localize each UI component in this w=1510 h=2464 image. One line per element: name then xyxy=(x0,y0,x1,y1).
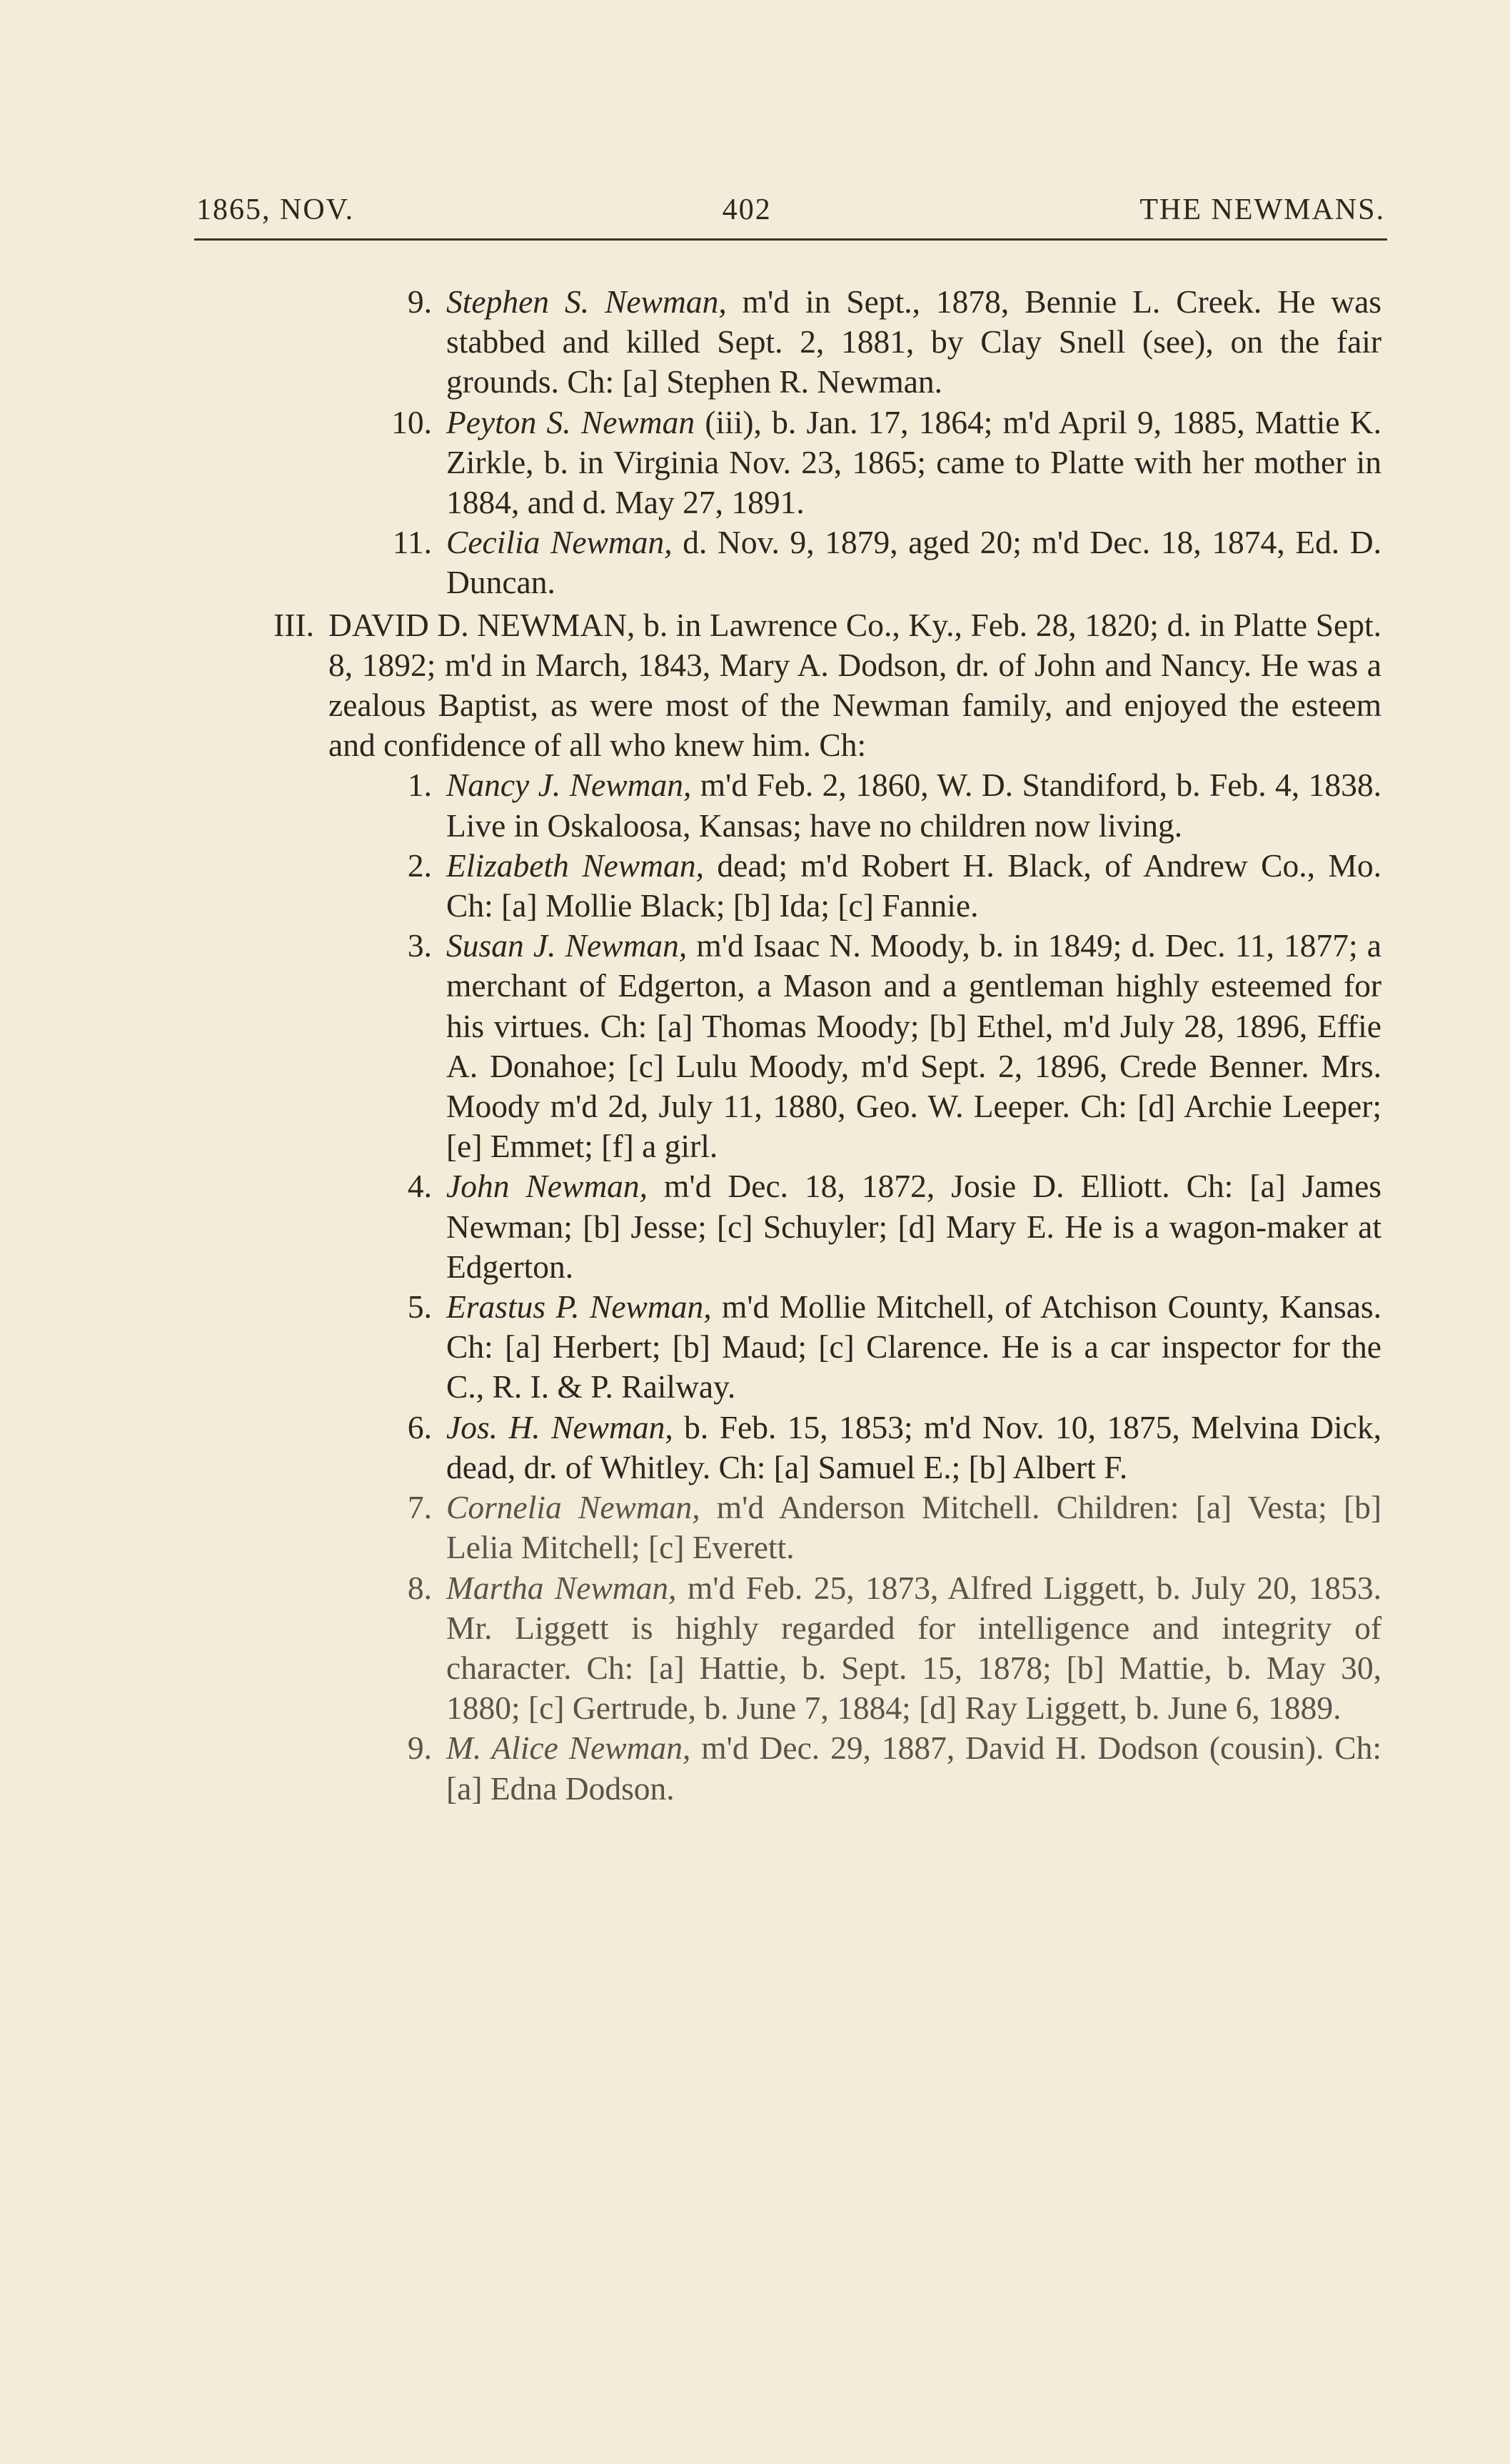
entry-name: John Newman, xyxy=(446,1168,648,1205)
entry-name: Cornelia Newman, xyxy=(446,1489,700,1526)
running-head xyxy=(196,193,1385,227)
entry-alice xyxy=(264,1728,1381,1808)
entry-name: Nancy J. Newman, xyxy=(446,767,692,804)
entry-nancy xyxy=(264,765,1381,845)
entry-number: 1. xyxy=(407,767,432,804)
entry-stephen xyxy=(264,282,1381,403)
entry-jos xyxy=(264,1408,1381,1488)
entry-name: Erastus P. Newman, xyxy=(446,1288,712,1326)
entry-name: Stephen S. Newman, xyxy=(446,283,727,320)
entry-name: M. Alice Newman, xyxy=(446,1730,691,1767)
entry-text: m'd Mollie Mitchell, of Atchison County, Kansas. Ch: [a] Herbert; [b] Maud; [c] Clarence. He is a car inspector for the C., R. I. & P. Railway. xyxy=(446,1288,1381,1405)
entry-erastus xyxy=(264,1287,1381,1408)
entry-number: III. xyxy=(273,606,314,643)
entry-number: 10. xyxy=(391,403,432,440)
page-body xyxy=(264,282,1381,1809)
entry-martha xyxy=(264,1568,1381,1729)
entry-text: m'd Feb. 25, 1873, Alfred Liggett, b. July 20, 1853. Mr. Liggett is highly regarded for intelligence and integrity of character. Ch: [a] Hattie, b. Sept. 15, 1878; [b] Mattie, b. May 30, 1880; [c] Gertrude, b. June 7, 1884; [d] Ray Liggett, b. June 6, 1889. xyxy=(446,1569,1382,1727)
entry-number: 11. xyxy=(392,524,432,561)
entry-text: (iii), b. Jan. 17, 1864; m'd April 9, 1885, Mattie K. Zirkle, b. in Virginia Nov. 23, 1865; came to Platte with her mother in 1884, and d. May 27, 1891. xyxy=(446,403,1381,521)
page-number: 402 xyxy=(722,193,772,226)
entry-elizabeth xyxy=(264,846,1381,926)
entry-text: DAVID D. NEWMAN, b. in Lawrence Co., Ky., Feb. 28, 1820; d. in Platte Sept. 8, 1892; m'd in March, 1843, Mary A. Dodson, dr. of John and Nancy. He was a zealous Baptist, as were most of the Newman family, and enjoyed the esteem and confidence of all who knew him. Ch: xyxy=(328,606,1381,764)
entry-cornelia xyxy=(264,1488,1381,1567)
entry-number: 8. xyxy=(407,1569,432,1606)
entry-john xyxy=(264,1166,1381,1287)
entry-number: 6. xyxy=(407,1408,432,1445)
entry-number: 3. xyxy=(407,927,432,964)
entry-number: 5. xyxy=(407,1288,432,1326)
entry-name: Elizabeth Newman, xyxy=(446,847,704,884)
entry-name: Peyton S. Newman xyxy=(446,403,695,440)
entry-text: m'd Feb. 2, 1860, W. D. Standiford, b. Feb. 4, 1838. Live in Oskaloosa, Kansas; have no children now living. xyxy=(446,767,1382,844)
entry-text: m'd Dec. 18, 1872, Josie D. Elliott. Ch: [a] James Newman; [b] Jesse; [c] Schuyler; [d] Mary E. He is a wagon-maker at Edgerton. xyxy=(446,1168,1381,1285)
header-date: 1865, NOV. xyxy=(196,193,355,226)
entry-number: 9. xyxy=(407,283,432,320)
entry-name: Martha Newman, xyxy=(446,1569,677,1606)
entry-text: m'd Anderson Mitchell. Children: [a] Vesta; [b] Lelia Mitchell; [c] Everett. xyxy=(446,1489,1381,1566)
entry-number: 4. xyxy=(407,1168,432,1205)
entry-number: 2. xyxy=(407,847,432,884)
entry-peyton xyxy=(264,403,1381,523)
entry-david xyxy=(264,605,1381,766)
entry-text: b. Feb. 15, 1853; m'd Nov. 10, 1875, Melvina Dick, dead, dr. of Whitley. Ch: [a] Samuel E.; [b] Albert F. xyxy=(446,1408,1381,1485)
entry-cecilia xyxy=(264,522,1381,602)
entry-text: m'd Dec. 29, 1887, David H. Dodson (cousin). Ch: [a] Edna Dodson. xyxy=(446,1730,1382,1807)
entry-susan xyxy=(264,926,1381,1166)
entry-text: m'd in Sept., 1878, Bennie L. Creek. He was stabbed and killed Sept. 2, 1881, by Clay Snell (see), on the fair grounds. Ch: [a] Stephen R. Newman. xyxy=(446,283,1381,400)
entry-name: Cecilia Newman, xyxy=(446,524,673,561)
entry-text: dead; m'd Robert H. Black, of Andrew Co., Mo. Ch: [a] Mollie Black; [b] Ida; [c] Fannie. xyxy=(446,847,1381,924)
entry-name: Jos. H. Newman, xyxy=(446,1408,673,1445)
entry-number: 7. xyxy=(407,1489,432,1526)
header-title: THE NEWMANS. xyxy=(1139,193,1385,226)
entry-text: m'd Isaac N. Moody, b. in 1849; d. Dec. 11, 1877; a merchant of Edgerton, a Mason and a gentleman highly esteemed for his virtues. Ch: [a] Thomas Moody; [b] Ethel, m'd July 28, 1896, Effie A. Donahoe; [c] Lulu Moody, m'd Sept. 2, 1896, Crede Benner. Mrs. Moody m'd 2d, July 11, 1880, Geo. W. Leeper. Ch: [d] Archie Leeper; [e] Emmet; [f] a girl. xyxy=(446,927,1381,1165)
entry-name: Susan J. Newman, xyxy=(446,927,688,964)
header-rule xyxy=(194,238,1387,241)
entry-text: d. Nov. 9, 1879, aged 20; m'd Dec. 18, 1874, Ed. D. Duncan. xyxy=(446,524,1381,601)
entry-number: 9. xyxy=(407,1730,432,1767)
